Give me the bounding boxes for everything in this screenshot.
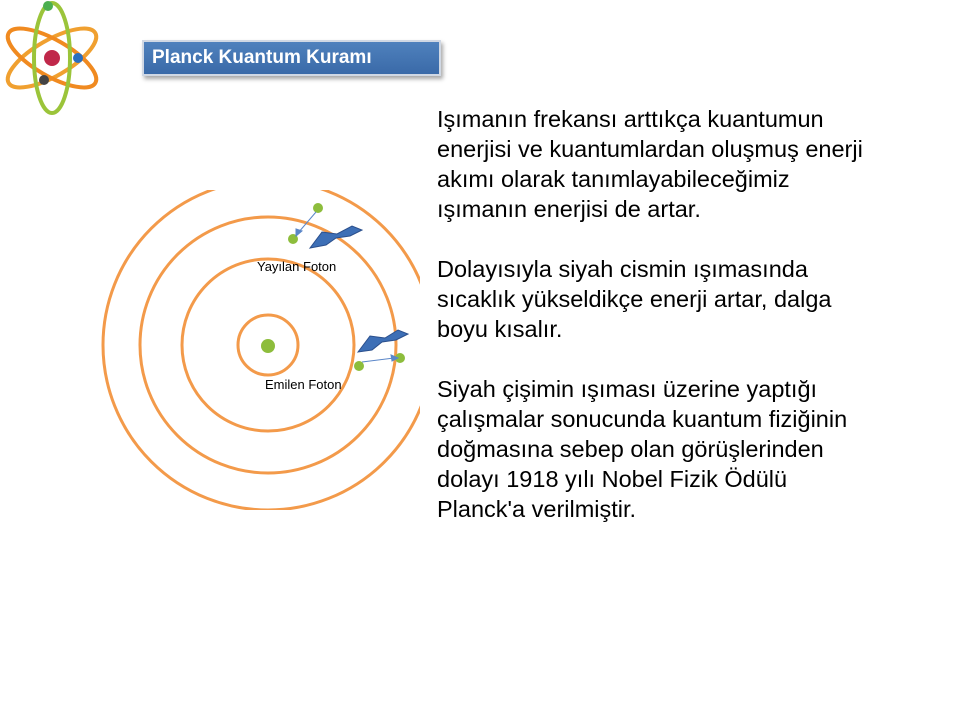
slide-title: Planck Kuantum Kuramı [142,40,441,76]
electron [354,361,364,371]
paragraph: Dolayısıyla siyah cismin ışımasında sıcaklık yükseldikçe enerji artar, dalga boyu kısalır. [437,256,832,342]
label-emitted-photon: Yayılan Foton [257,259,337,274]
nucleus [261,339,275,353]
paragraph: Siyah çişimin ışıması üzerine yaptığı çalışmalar sonucunda kuantum fiziğinin doğmasına sebep olan görüşlerinden dolayı 1918 yılı Nobel Fizik Ödülü Planck'a verilmiştir. [437,376,848,522]
absorption-arrow [362,358,394,362]
atom-icon [0,0,110,120]
paragraph: Işımanın frekansı arttıkça kuantumun enerjisi ve kuantumlardan oluşmuş enerji akımı olarak tanımlayabileceğimiz ışımanın enerjisi de artar. [437,106,863,222]
photon-bolt-absorbed [358,330,408,352]
electron [313,203,323,213]
label-absorbed-photon: Emilen Foton [265,377,342,392]
photon-bolt-emitted [310,226,362,248]
body-text [437,104,877,554]
bohr-orbit-diagram [100,190,420,510]
